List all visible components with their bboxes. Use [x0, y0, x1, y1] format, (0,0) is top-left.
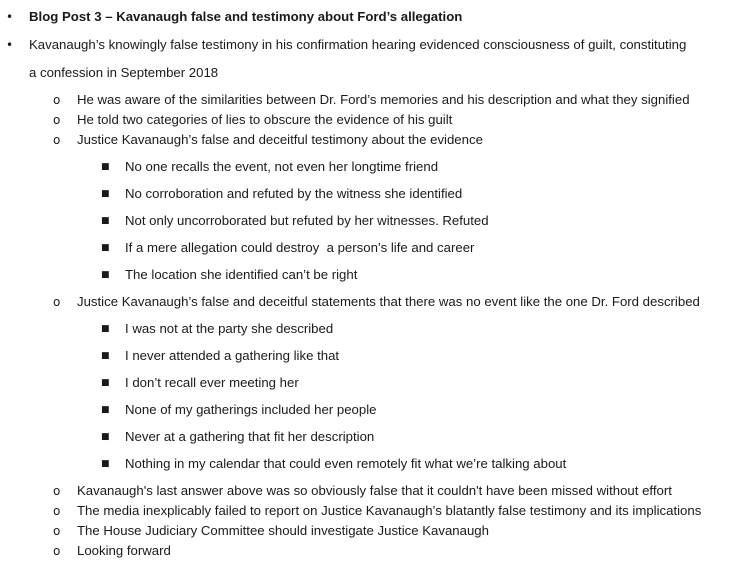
sub-bullet-marker: o — [53, 113, 61, 127]
list-item: Justice Kavanaugh’s false and deceitful statements that there was no event like the one Dr. Ford described — [77, 294, 700, 309]
sub-bullet-marker: o — [53, 504, 61, 518]
sub-bullet-marker: o — [53, 484, 61, 498]
list-item: He told two categories of lies to obscure the evidence of his guilt — [77, 112, 453, 127]
square-bullet-marker: ■ — [101, 405, 110, 415]
list-item: Not only uncorroborated but refuted by her witnesses. Refuted — [125, 213, 489, 228]
list-item: The House Judiciary Committee should investigate Justice Kavanaugh — [77, 523, 489, 538]
sub-bullet-marker: o — [53, 524, 61, 538]
list-item: I was not at the party she described — [125, 321, 334, 336]
sub-bullet-marker: o — [53, 295, 61, 309]
square-bullet-marker: ■ — [101, 270, 110, 280]
intro-line-1: Kavanaugh’s knowingly false testimony in his confirmation hearing evidenced consciousness of guilt, constituting — [29, 37, 687, 52]
square-bullet-marker: ■ — [101, 432, 110, 442]
square-bullet-marker: ■ — [101, 189, 110, 199]
square-bullet-marker: ■ — [101, 324, 110, 334]
list-item: He was aware of the similarities between Dr. Ford’s memories and his description and what they signified — [77, 92, 690, 107]
list-item: No one recalls the event, not even her longtime friend — [125, 159, 439, 174]
square-bullet-marker: ■ — [101, 378, 110, 388]
sub-bullet-marker: o — [53, 93, 61, 107]
square-bullet-marker: ■ — [101, 243, 110, 253]
intro-line-2: a confession in September 2018 — [29, 65, 219, 80]
list-item: No corroboration and refuted by the witness she identified — [125, 186, 463, 201]
list-item: I don’t recall ever meeting her — [125, 375, 299, 390]
list-item: Looking forward — [77, 543, 171, 558]
list-item: Nothing in my calendar that could even remotely fit what we’re talking about — [125, 456, 567, 471]
square-bullet-marker: ■ — [101, 162, 110, 172]
bullet-marker: • — [6, 10, 14, 24]
list-item: I never attended a gathering like that — [125, 348, 340, 363]
square-bullet-marker: ■ — [101, 459, 110, 469]
bullet-marker: • — [6, 38, 14, 52]
list-item: The media inexplicably failed to report on Justice Kavanaugh’s blatantly false testimony and its implications — [77, 503, 702, 518]
square-bullet-marker: ■ — [101, 216, 110, 226]
square-bullet-marker: ■ — [101, 351, 110, 361]
document-title: Blog Post 3 – Kavanaugh false and testimony about Ford’s allegation — [29, 9, 463, 24]
list-item: The location she identified can’t be right — [125, 267, 358, 282]
list-item: Kavanaugh's last answer above was so obviously false that it couldn't have been missed without effort — [77, 483, 672, 498]
list-item: Never at a gathering that fit her description — [125, 429, 375, 444]
list-item: None of my gatherings included her people — [125, 402, 377, 417]
sub-bullet-marker: o — [53, 544, 61, 558]
list-item: If a mere allegation could destroy a person’s life and career — [125, 240, 475, 255]
list-item: Justice Kavanaugh’s false and deceitful testimony about the evidence — [77, 132, 483, 147]
sub-bullet-marker: o — [53, 133, 61, 147]
